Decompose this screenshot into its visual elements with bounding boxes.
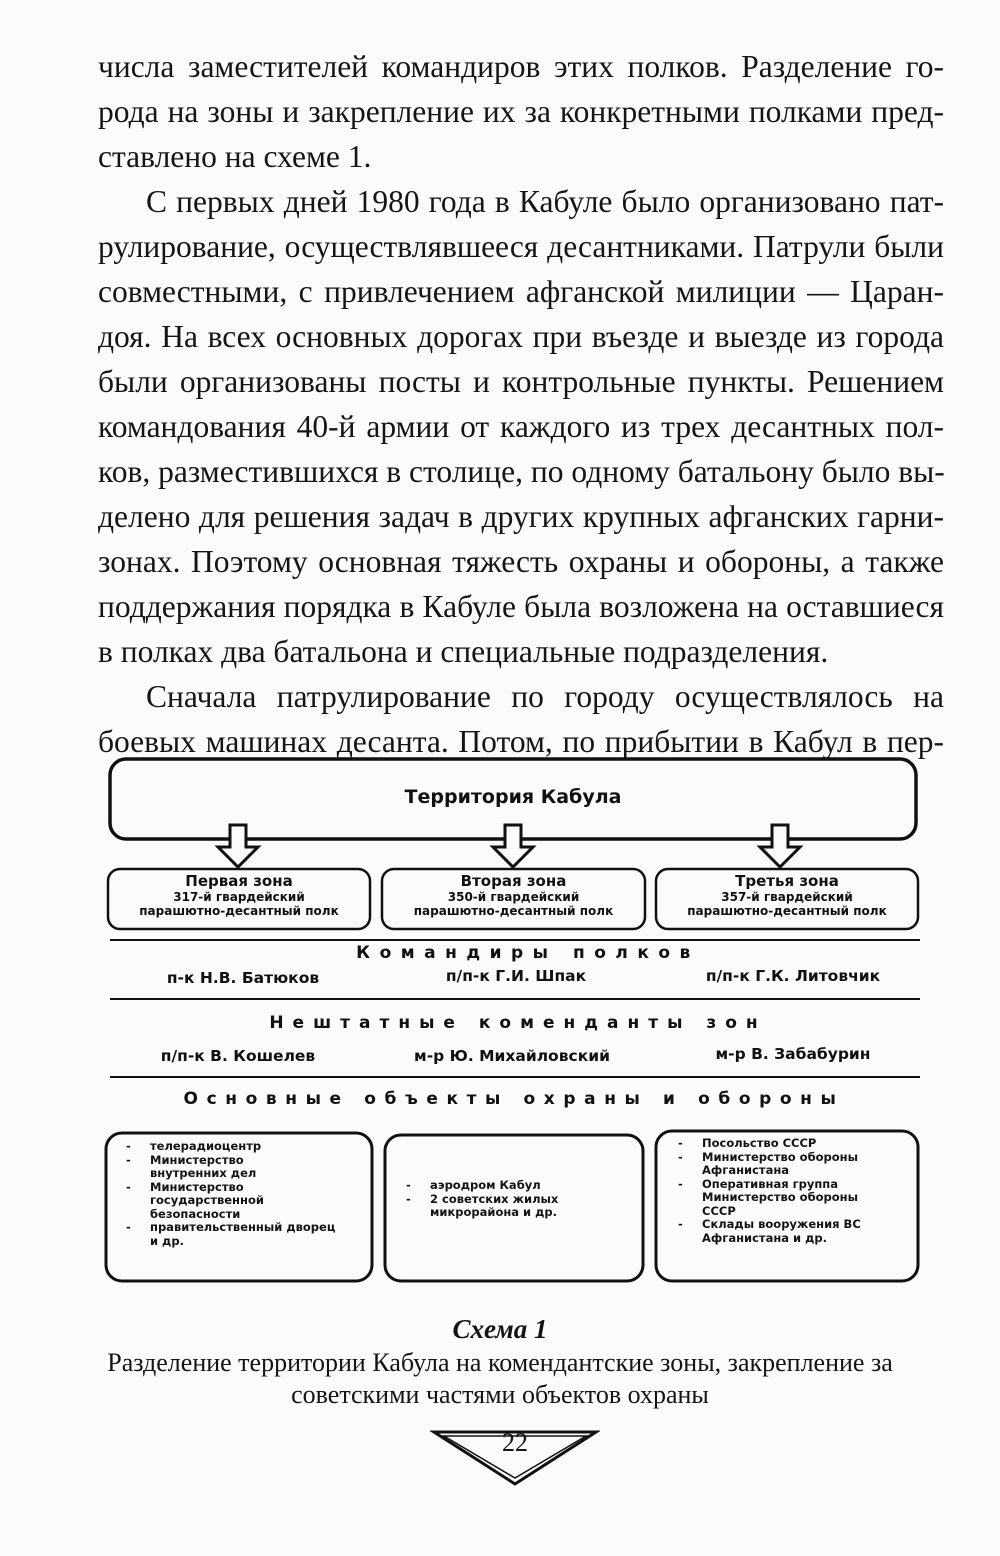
zone-third [656, 873, 918, 918]
object-item: - телерадиоцентр [122, 1140, 352, 1154]
text-line: числа заместителей командиров этих полков. Разделение го- [98, 49, 944, 84]
text-line: совместными, с привлечением афганской милиции — Царан- [98, 274, 944, 309]
text-line: поддержания порядка в Кабуле была возложена на оставшиеся [98, 589, 944, 624]
text-line: рода на зоны и закрепление их за конкретными полками пред- [98, 94, 944, 129]
zone-regiment-type: парашютно-десантный полк [139, 904, 339, 918]
commander-name: п-к Н.В. Батюков [166, 969, 320, 987]
down-arrow-icon [493, 825, 533, 867]
text-line: делено для решения задач в других крупных афганских гарни- [98, 499, 944, 534]
zone-first [108, 873, 370, 918]
object-item: - Министерство внутренних дел [122, 1154, 270, 1181]
diagram-title: Территория Кабула [404, 786, 622, 808]
body-text [98, 44, 944, 764]
object-item: - 2 советских жилых микрорайона и др. [402, 1193, 590, 1220]
object-item: - Министерство обороны Афганистана [674, 1151, 892, 1178]
objects-list-zone-2 [402, 1179, 612, 1220]
objects-heading: Основные объекты охраны и обороны [183, 1089, 845, 1109]
figure-caption-title: Схема 1 [452, 1314, 548, 1344]
zone-regiment: 317-й гвардейский [173, 890, 305, 904]
object-item: - Посольство СССР [674, 1137, 904, 1151]
commandants-heading: Нештатные коменданты зон [269, 1013, 767, 1033]
text-line: доя. На всех основных дорогах при въезде и выезде из города [98, 319, 944, 354]
text-line: были организованы посты и контрольные пункты. Решением [98, 364, 944, 399]
text-line: в полках два батальона и специальные подразделения. [98, 634, 829, 669]
zone-regiment: 357-й гвардейский [721, 890, 853, 904]
caption-line: советскими частями объектов охраны [291, 1380, 709, 1409]
down-arrow-icon [218, 825, 258, 867]
object-item: - аэродром Кабул [402, 1179, 612, 1193]
text-line: С первых дней 1980 года в Кабуле было организовано пат- [146, 184, 944, 219]
text-line: ставлено на схеме 1. [98, 139, 372, 174]
zone-regiment-type: парашютно-десантный полк [687, 904, 887, 918]
object-item: - Министерство государственной безопасности [122, 1181, 300, 1222]
zone-regiment: 350-й гвардейский [447, 890, 580, 904]
zone-name: Вторая зона [460, 872, 567, 890]
zone-regiment-type: парашютно-десантный полк [413, 904, 614, 918]
zone-name: Третья зона [735, 872, 839, 890]
figure-caption-text [60, 1347, 940, 1411]
text-line: боевых машинах десанта. Потом, по прибытии в Кабул в пер- [98, 724, 944, 759]
objects-list-zone-3 [674, 1137, 904, 1245]
object-item: - Оперативная группа Министерство обороны СССР [674, 1178, 892, 1219]
page-number: 22 [502, 1428, 528, 1457]
caption-line: Разделение территории Кабула на комендантские зоны, закрепление за [107, 1348, 893, 1377]
text-line: командования 40-й армии от каждого из трех десантных пол- [98, 409, 944, 444]
text-line: Сначала патрулирование по городу осуществлялось на [146, 679, 944, 714]
commanders-heading: Командиры полков [356, 943, 700, 963]
objects-list-zone-1 [122, 1140, 352, 1248]
text-line: рулирование, осуществлявшееся десантниками. Патрули были [98, 229, 944, 264]
zone-name: Первая зона [185, 872, 293, 890]
down-arrow-icon [760, 825, 800, 867]
commander-name: п/п-к Г.К. Литовчик [705, 967, 881, 985]
commander-name: п/п-к Г.И. Шпак [445, 967, 587, 985]
text-line: зонах. Поэтому основная тяжесть охраны и обороны, а также [98, 544, 944, 579]
kabul-zones-diagram [98, 755, 924, 1295]
zone-second [382, 873, 645, 918]
object-item: - Склады вооружения ВС Афганистана и др. [674, 1218, 902, 1245]
commandant-name: п/п-к В. Кошелев [160, 1047, 316, 1065]
commandant-name: м-р В. Забабурин [715, 1045, 871, 1063]
commandant-name: м-р Ю. Михайловский [414, 1047, 610, 1065]
text-line: ков, разместившихся в столице, по одному батальону было вы- [98, 454, 945, 489]
object-item: - правительственный дворец и др. [122, 1221, 340, 1248]
